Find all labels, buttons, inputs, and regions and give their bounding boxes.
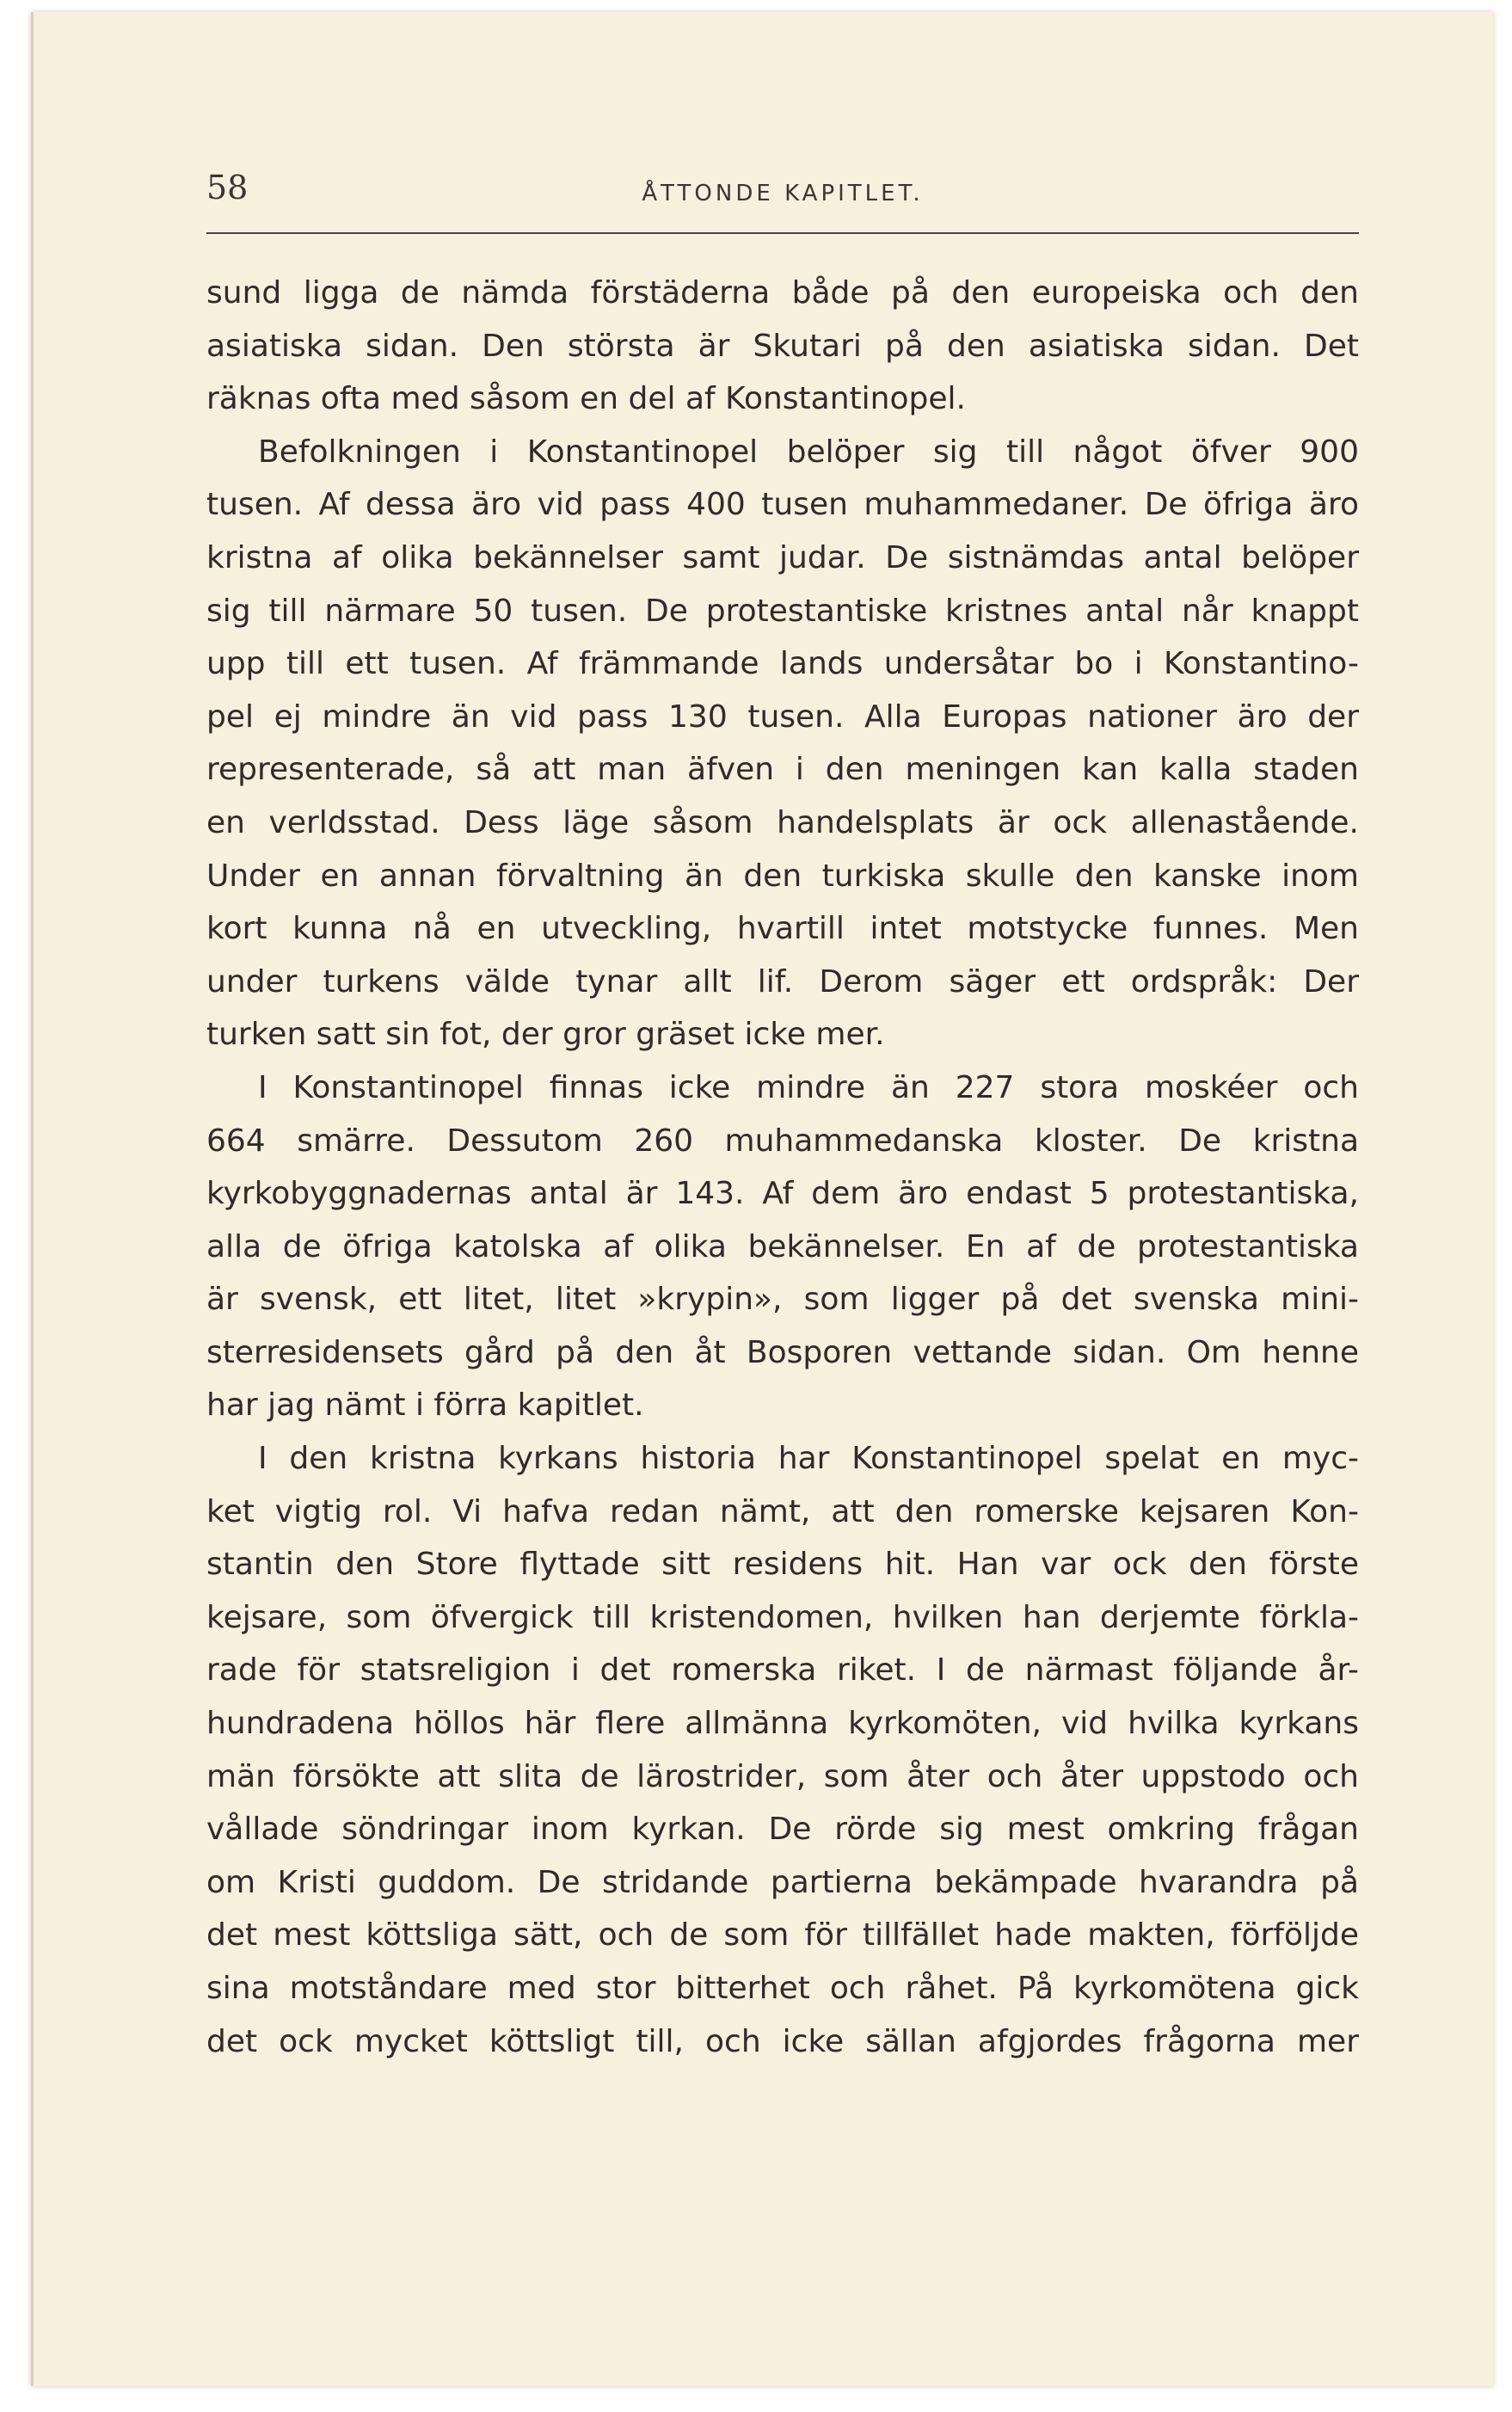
text-line: räknas ofta med såsom en del af Konstantinopel. <box>206 381 966 417</box>
text-line: sund ligga de nämda förstäderna både på den europeiska och den <box>206 275 1359 311</box>
text-line: sina motståndare med stor bitterhet och råhet. På kyrkomötena gick <box>206 1971 1359 2006</box>
text-line: det ock mycket köttsligt till, och icke sällan afgjordes frågorna mer <box>206 2023 1359 2059</box>
text-line: 664 smärre. Dessutom 260 muhammedanska kloster. De kristna <box>206 1123 1359 1159</box>
text-line: män försökte att slita de lärostrider, som åter och åter uppstodo och <box>206 1758 1359 1794</box>
text-line: upp till ett tusen. Af främmande lands undersåtar bo i Konstantino- <box>206 646 1359 682</box>
text-line: en verldsstad. Dess läge såsom handelsplats är ock allenastående. <box>206 804 1359 840</box>
text-line: turken satt sin fot, der gror gräset icke mer. <box>206 1017 885 1053</box>
text-line: kort kunna nå en utveckling, hvartill intet motstycke funnes. Men <box>206 911 1359 947</box>
text-line: I den kristna kyrkans historia har Konstantinopel spelat en myc- <box>258 1441 1359 1477</box>
text-line: kristna af olika bekännelser samt judar. De sistnämdas antal belöper <box>206 539 1359 575</box>
text-line: kyrkobyggnadernas antal är 143. Af dem äro endast 5 protestantiska, <box>206 1176 1359 1212</box>
text-line: vållade söndringar inom kyrkan. De rörde sig mest omkring frågan <box>206 1812 1359 1848</box>
text-line: tusen. Af dessa äro vid pass 400 tusen muhammedaner. De öfriga äro <box>206 487 1359 523</box>
text-line: Befolkningen i Konstantinopel belöper sig till något öfver 900 <box>258 434 1359 470</box>
text-line: om Kristi guddom. De stridande partierna bekämpade hvarandra på <box>206 1864 1359 1900</box>
header-rule <box>206 232 1359 234</box>
text-line: Under en annan förvaltning än den turkiska skulle den kanske inom <box>206 858 1359 894</box>
body-text <box>206 267 1359 2068</box>
page-number: 58 <box>206 169 249 206</box>
text-line: rade för statsreligion i det romerska riket. I de närmast följande år- <box>206 1652 1359 1689</box>
text-line: alla de öfriga katolska af olika bekännelser. En af de protestantiska <box>206 1228 1359 1264</box>
text-line: I Konstantinopel finnas icke mindre än 227 stora moskéer och <box>258 1069 1359 1105</box>
page-edge <box>31 12 34 2386</box>
page-header <box>206 165 1359 217</box>
text-line: under turkens välde tynar allt lif. Derom säger ett ordspråk: Der <box>206 963 1359 1000</box>
text-line: kejsare, som öfvergick till kristendomen, hvilken han derjemte förkla- <box>206 1599 1359 1635</box>
text-line: sig till närmare 50 tusen. De protestantiske kristnes antal når knappt <box>206 593 1359 629</box>
running-head: ÅTTONDE KAPITLET. <box>642 181 924 206</box>
text-line: pel ej mindre än vid pass 130 tusen. Alla Europas nationer äro der <box>206 698 1359 735</box>
text-line: sterresidensets gård på den åt Bosporen vettande sidan. Om henne <box>206 1334 1359 1370</box>
text-line: stantin den Store flyttade sitt residens hit. Han var ock den förste <box>206 1547 1359 1583</box>
text-line: representerade, så att man äfven i den meningen kan kalla staden <box>206 752 1359 788</box>
text-line: det mest köttsliga sätt, och de som för tillfället hade makten, förföljde <box>206 1917 1359 1954</box>
text-line: hundradena höllos här flere allmänna kyrkomöten, vid hvilka kyrkans <box>206 1706 1359 1742</box>
text-line: har jag nämt i förra kapitlet. <box>206 1388 644 1424</box>
text-line: ket vigtig rol. Vi hafva redan nämt, att den romerske kejsaren Kon- <box>206 1493 1359 1529</box>
text-line: är svensk, ett litet, litet »krypin», som ligger på det svenska mini- <box>206 1282 1359 1318</box>
text-line: asiatiska sidan. Den största är Skutari på den asiatiska sidan. Det <box>206 328 1359 364</box>
